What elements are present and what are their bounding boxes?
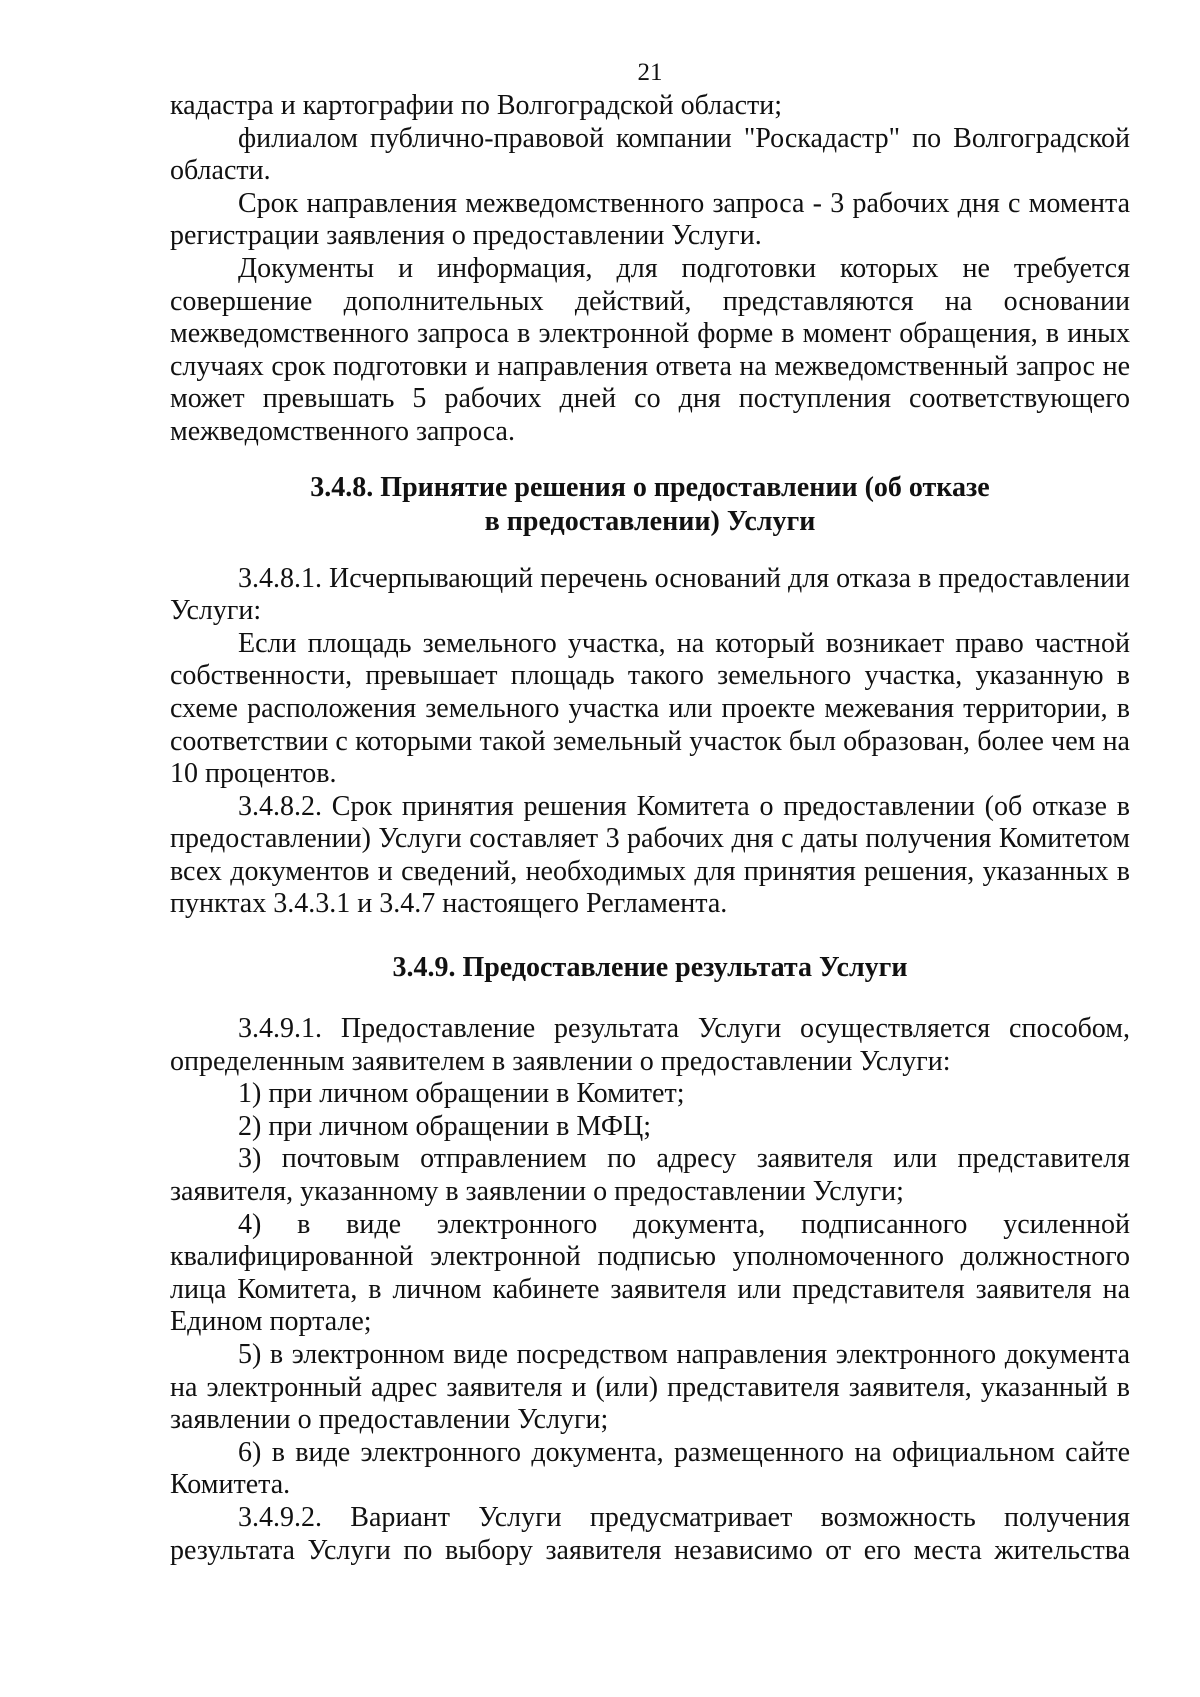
- list-item: 1) при личном обращении в Комитет;: [238, 1078, 685, 1110]
- paragraph-roskadastr: филиалом публично-правовой компании "Роскадастр" по Волгоградской области.: [170, 122, 1130, 187]
- paragraph-3-4-9-2: [170, 1502, 1130, 1567]
- section-heading-3-4-8-line2: в предоставлении) Услуги: [484, 505, 816, 537]
- section-heading-3-4-9: 3.4.9. Предоставление результата Услуги: [392, 952, 908, 984]
- paragraph-3-4-9-1: 3.4.9.1. Предоставление результата Услуги осуществляется способом, определенным заявителем в заявлении о предоставлении Услуги:: [170, 1013, 1130, 1077]
- paragraph-3-4-8-2: 3.4.8.2. Срок принятия решения Комитета о предоставлении (об отказе в предоставлении) Услуги составляет 3 рабочих дня с даты получения Комитетом всех документов и сведений, необходимых для принятия решения, указанных в пунктах 3.4.3.1 и 3.4.7 настоящего Регламента.: [170, 790, 1130, 920]
- list-item: 3) почтовым отправлением по адресу заявителя или представителя заявителя, указанному в заявлении о предоставлении Услуги;: [170, 1143, 1130, 1208]
- list-item: 4) в виде электронного документа, подписанного усиленной квалифицированной электронной подписью уполномоченного должностного лица Комитета, в личном кабинете заявителя или представителя заявителя на Едином портале;: [170, 1208, 1130, 1338]
- list-item: 2) при личном обращении в МФЦ;: [238, 1110, 651, 1142]
- list-item: 5) в электронном виде посредством направления электронного документа на электронный адрес заявителя и (или) представителя заявителя, указанный в заявлении о предоставлении Услуги;: [170, 1339, 1130, 1436]
- list-item: 6) в виде электронного документа, размещенного на официальном сайте Комитета.: [170, 1436, 1130, 1501]
- paragraph-3-4-8-1: 3.4.8.1. Исчерпывающий перечень оснований для отказа в предоставлении Услуги:: [170, 562, 1130, 627]
- paragraph-refusal-ground: Если площадь земельного участка, на который возникает право частной собственности, превышает площадь такого земельного участка, указанную в схеме расположения земельного участка или проекте межевания территории, в соответствии с которыми такой земельный участок был образован, более чем на 10 процентов.: [170, 627, 1130, 790]
- paragraph-request-deadline: Срок направления межведомственного запроса - 3 рабочих дня с момента регистрации заявления о предоставлении Услуги.: [170, 187, 1130, 252]
- document-page: [170, 58, 1130, 1567]
- page-number: 21: [637, 59, 663, 86]
- section-heading-3-4-8-line1: 3.4.8. Принятие решения о предоставлении (об отказе: [310, 471, 990, 503]
- section-heading-3-4-8: [170, 471, 1130, 539]
- paragraph-cadastre: кадастра и картографии по Волгоградской области;: [170, 90, 783, 121]
- paragraph-3-4-9-2-text: 3.4.9.2. Вариант Услуги предусматривает возможность получения результата Услуги по выбору заявителя независимо от его места жительства: [170, 1501, 1130, 1566]
- paragraph-documents-info: Документы и информация, для подготовки которых не требуется совершение дополнительных действий, представляются на основании межведомственного запроса в электронной форме в момент обращения, в иных случаях срок подготовки и направления ответа на межведомственный запрос не может превышать 5 рабочих дней со дня поступления соответствующего межведомственного запроса.: [170, 252, 1130, 447]
